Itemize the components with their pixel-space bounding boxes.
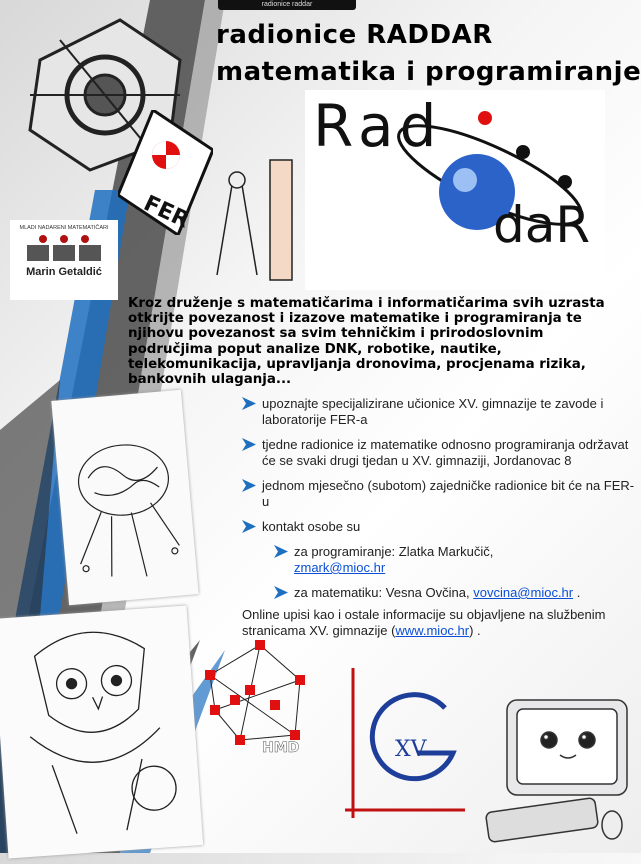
math-email-link[interactable]: vovcina@mioc.hr (473, 585, 574, 600)
list-item-text: jednom mjesečno (subotom) zajedničke radionice bit će na FER-u (262, 478, 635, 509)
fer-logo (118, 110, 213, 235)
contact-math (242, 585, 637, 601)
raddar-logo (305, 90, 605, 290)
xv-logo-text: XV (395, 737, 427, 762)
contact-programming (242, 544, 637, 576)
list-item (242, 437, 637, 469)
page-subtitle: matematika i programiranje (216, 57, 641, 87)
contact-math-text: za matematiku: Vesna Ovčina, (294, 585, 470, 600)
footer-text (242, 607, 637, 639)
contact-programming-text: za programiranje: Zlatka Markučič, (294, 544, 494, 559)
brain-sketch-image (51, 390, 198, 606)
list-item (242, 478, 637, 510)
hmd-logo (200, 640, 320, 755)
list-item (242, 396, 637, 428)
arrow-bullet-icon (242, 479, 256, 492)
mnm-logo (10, 220, 118, 300)
intro-paragraph: Kroz druženje s matematičarima i informatičarima svih uzrasta otkrijte povezanost i izazove matematike i programiranja te njihovu povezanost sa svim tehničkim i prirodoslovnim područjima poput analize DNK, robotike, nautike, telekomunikacija, upravljanja dronovima, procjenama rizika, bankovnih ulaganja... (128, 296, 605, 388)
list-item-text: tjedne radionice iz matematike odnosno programiranja održavat će se svaki drugi tjedan u XV. gimnaziji, Jordanovac 8 (262, 437, 629, 468)
list-item-text: kontakt osobe su (262, 519, 361, 534)
arrow-bullet-icon (242, 520, 256, 533)
footer-body: Online upisi kao i ostale informacije su objavljene na službenim stranicama XV. gimnazije ( (242, 607, 606, 638)
raddar-logo-bottom: daR (493, 196, 591, 254)
footer-suffix: ) . (469, 623, 481, 638)
hmd-logo-text: HMD (262, 740, 300, 755)
fer-logo-text: FER (139, 190, 193, 234)
list-item (242, 519, 637, 535)
arrow-bullet-icon (274, 545, 288, 558)
arrow-bullet-icon (274, 586, 288, 599)
arrow-bullet-icon (242, 397, 256, 410)
header-tag: radionice raddar (218, 0, 356, 10)
contact-math-suffix: . (573, 585, 581, 600)
programming-email-link[interactable]: zmark@mioc.hr (294, 560, 386, 575)
arrow-bullet-icon (242, 438, 256, 451)
computer-cartoon-illustration (482, 695, 637, 845)
mnm-logo-subtitle: MLADI NADARENI MATEMATIČARI (19, 225, 109, 231)
xv-gimnazija-logo (345, 668, 465, 818)
website-link[interactable]: www.mioc.hr (395, 623, 470, 638)
raddar-logo-top: Rad (313, 92, 443, 160)
page-title: radionice RADDAR (216, 20, 493, 50)
list-item-text: upoznajte specijalizirane učionice XV. gimnazije te zavode i laboratorije FER-a (262, 396, 604, 427)
owl-sketch-image (0, 605, 203, 858)
info-list (242, 396, 637, 610)
mnm-logo-name: Marin Getaldić (26, 266, 102, 278)
